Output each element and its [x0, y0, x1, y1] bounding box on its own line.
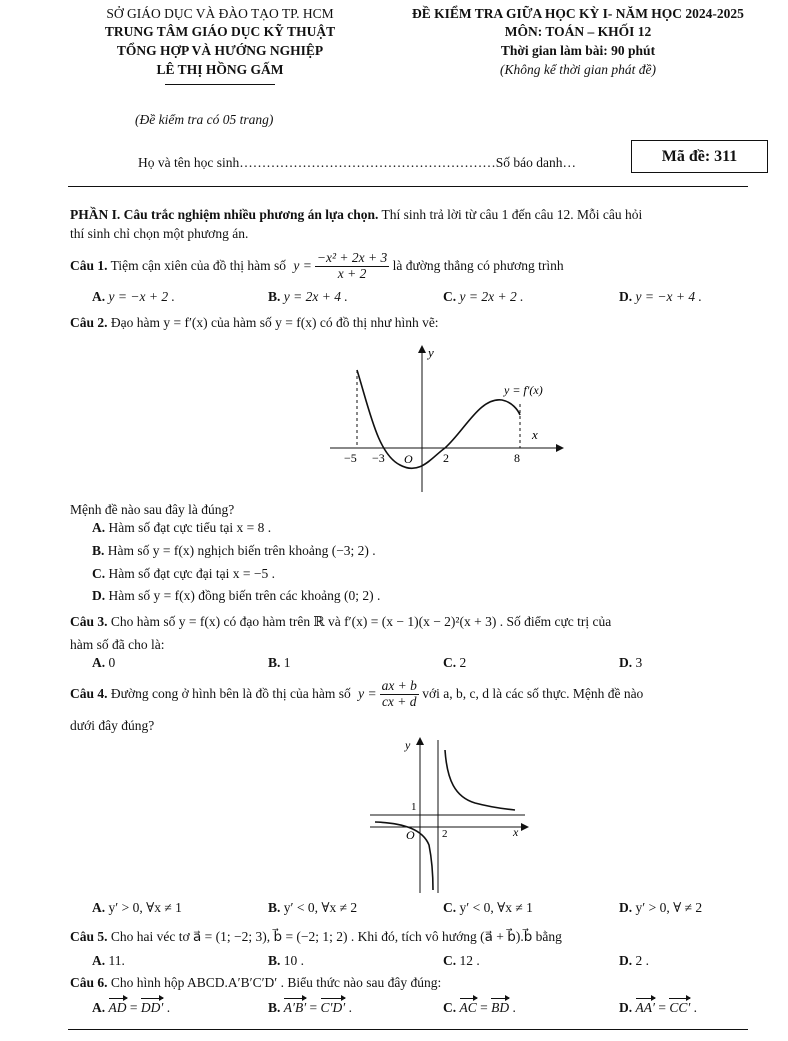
pages-note: (Đề kiểm tra có 05 trang) — [135, 112, 274, 127]
q5-label: Câu 5. — [70, 929, 108, 944]
q1-stem — [70, 249, 564, 283]
q1-func-num: −x² + 2x + 3 — [316, 249, 388, 265]
q4-func-den: cx + d — [381, 693, 417, 709]
q4-option-a[interactable]: A. y′ > 0, ∀x ≠ 1 — [92, 900, 182, 915]
q3-option-c[interactable]: C. 2 — [443, 655, 467, 670]
q5-stem — [70, 929, 562, 945]
q2-option-a[interactable]: A. Hàm số đạt cực tiểu tại x = 8 . — [92, 520, 272, 535]
q2-option-c[interactable]: C. Hàm số đạt cực đại tại x = −5 . — [92, 566, 276, 581]
q4-tick-1: 1 — [411, 801, 417, 813]
q3-stem — [70, 614, 611, 630]
q4-option-b[interactable]: B. y′ < 0, ∀x ≠ 2 — [268, 900, 358, 915]
q4-hyperbola-graph — [365, 735, 535, 895]
q2-stem — [70, 315, 439, 331]
part1-instr: Thí sinh trả lời từ câu 1 đến câu 12. Mỗi câu hỏi — [378, 207, 643, 222]
q6-option-b[interactable]: B. A′B′ = C′D′ . — [268, 1000, 352, 1015]
q3-text2: hàm số đã cho là: — [70, 637, 165, 652]
q4-text-a: Đường cong ở hình bên là đồ thị của hàm số — [107, 686, 355, 701]
footer-divider — [68, 1029, 748, 1030]
q6-option-d[interactable]: D. AA′ = CC′ . — [619, 1000, 698, 1015]
q2-curve-label: y = f′(x) — [504, 383, 543, 397]
header-right-line2: MÔN: TOÁN – KHỐI 12 — [504, 24, 652, 39]
q4-option-c[interactable]: C. y′ < 0, ∀x ≠ 1 — [443, 900, 533, 915]
q4-tick-2: 2 — [442, 828, 448, 840]
q2-tick-neg5: −5 — [344, 451, 357, 465]
part1-heading — [70, 207, 642, 223]
header-divider — [68, 186, 748, 187]
q1-option-a[interactable]: A. y = −x + 2 . — [92, 289, 175, 304]
q3-text: Cho hàm số y = f(x) có đạo hàm trên ℝ và f′(x) = (x − 1)(x − 2)²(x + 3) . Số điểm cực trị của — [107, 614, 612, 629]
header-right-line3: Thời gian làm bài: 90 phút — [500, 43, 656, 58]
q2-tick-neg3: −3 — [372, 451, 385, 465]
q4-option-d[interactable]: D. y′ > 0, ∀ ≠ 2 — [619, 900, 703, 915]
q6-option-a[interactable]: A. AD = DD′ . — [92, 1000, 171, 1015]
q5-option-c[interactable]: C. 12 . — [443, 953, 480, 968]
q4-stem — [70, 677, 643, 711]
q4-x-label: x — [513, 825, 519, 839]
q1-option-c[interactable]: C. y = 2x + 2 . — [443, 289, 524, 304]
q4-curve-left — [375, 822, 433, 890]
header-left-line3: TỔNG HỢP VÀ HƯỚNG NGHIỆP — [116, 43, 324, 58]
header-left-line1: SỞ GIÁO DỤC VÀ ĐÀO TẠO TP. HCM — [106, 6, 334, 21]
q4-func-y: y = — [358, 686, 377, 701]
q3-option-d[interactable]: D. 3 — [619, 655, 643, 670]
q2-y-label: y — [428, 345, 434, 360]
q6-stem — [70, 975, 441, 991]
q4-curve-right — [445, 750, 515, 810]
q1-fraction — [315, 251, 389, 282]
q2-tick-2: 2 — [443, 451, 449, 465]
header-underline — [165, 84, 275, 85]
q5-text: Cho hai véc tơ a⃗ = (1; −2; 3), b⃗ = (−2; 1; 2) . Khi đó, tích vô hướng (a⃗ + b⃗).b⃗ bằng — [107, 929, 562, 944]
q2-origin: O — [404, 452, 413, 466]
q2-derivative-graph — [330, 342, 565, 494]
q2-tick-8: 8 — [514, 451, 520, 465]
q2-option-d[interactable]: D. Hàm số y = f(x) đồng biến trên các khoảng (0; 2) . — [92, 588, 381, 603]
q4-text-b: với a, b, c, d là các số thực. Mệnh đề nào — [418, 686, 644, 701]
q1-text-a: Tiệm cận xiên của đồ thị hàm số — [107, 258, 290, 273]
exam-code: Mã đề: 311 — [661, 147, 738, 165]
exam-code-box — [631, 140, 768, 173]
header-left-line2: TRUNG TÂM GIÁO DỤC KỸ THUẬT — [104, 24, 336, 39]
part1-title: PHẦN I. Câu trắc nghiệm nhiều phương án lựa chọn. — [70, 207, 379, 222]
q4-text2: dưới đây đúng? — [70, 718, 155, 733]
header-right-line1: ĐỀ KIỂM TRA GIỮA HỌC KỲ I- NĂM HỌC 2024-2025 — [412, 6, 744, 21]
student-name-line: Họ và tên học sinh…………………………………………………Số báo danh… — [138, 155, 576, 170]
q4-func-num: ax + b — [381, 677, 417, 693]
q3-label: Câu 3. — [70, 614, 108, 629]
q1-text-b: là đường thẳng có phương trình — [389, 258, 564, 273]
q6-label: Câu 6. — [70, 975, 108, 990]
q4-origin: O — [406, 828, 415, 842]
q5-option-b[interactable]: B. 10 . — [268, 953, 305, 968]
q4-y-label: y — [405, 738, 411, 752]
q1-func-den: x + 2 — [337, 265, 367, 281]
q6-text: Cho hình hộp ABCD.A′B′C′D′ . Biểu thức nào sau đây đúng: — [107, 975, 442, 990]
q2-question: Mệnh đề nào sau đây là đúng? — [70, 502, 235, 517]
q1-label: Câu 1. — [70, 258, 108, 273]
part1-instr2: thí sinh chỉ chọn một phương án. — [70, 226, 249, 241]
q4-label: Câu 4. — [70, 686, 108, 701]
header-left-line4: LÊ THỊ HỒNG GẤM — [156, 62, 284, 77]
q1-func-y: y = — [293, 258, 312, 273]
q2-label: Câu 2. — [70, 315, 108, 330]
q2-text: Đạo hàm y = f′(x) của hàm số y = f(x) có đồ thị như hình vẽ: — [107, 315, 439, 330]
q5-option-d[interactable]: D. 2 . — [619, 953, 649, 968]
q3-option-b[interactable]: B. 1 — [268, 655, 291, 670]
q1-option-b[interactable]: B. y = 2x + 4 . — [268, 289, 348, 304]
header-right-line4: (Không kể thời gian phát đề) — [499, 62, 657, 77]
q2-x-label: x — [532, 427, 538, 442]
q2-option-b[interactable]: B. Hàm số y = f(x) nghịch biến trên khoảng (−3; 2) . — [92, 543, 376, 558]
q4-fraction — [380, 679, 419, 710]
q1-option-d[interactable]: D. y = −x + 4 . — [619, 289, 702, 304]
q5-option-a[interactable]: A. 11. — [92, 953, 125, 968]
q6-option-c[interactable]: C. AC = BD . — [443, 1000, 516, 1015]
q3-option-a[interactable]: A. 0 — [92, 655, 116, 670]
